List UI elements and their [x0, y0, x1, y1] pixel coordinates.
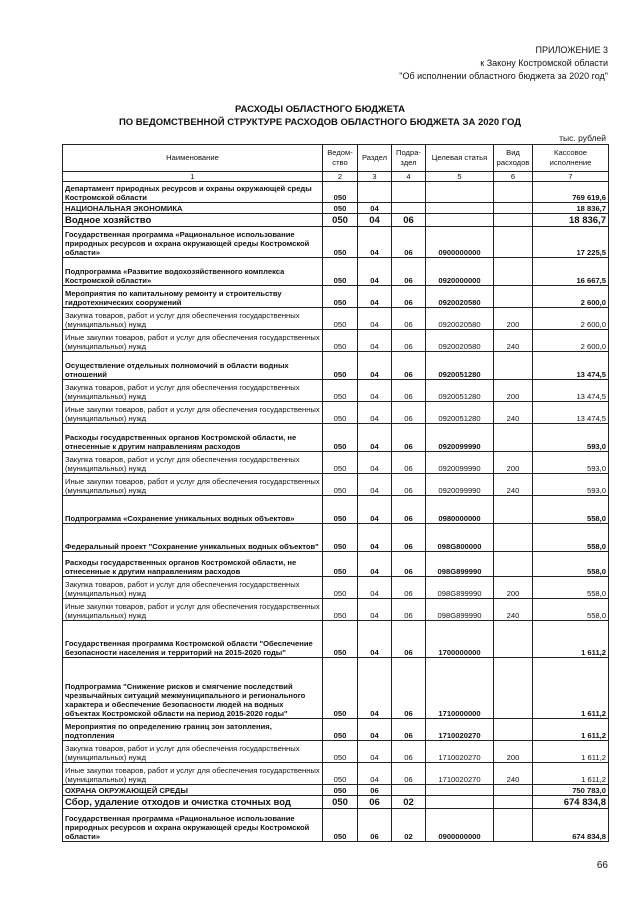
cell-podrazdel: 06	[392, 658, 426, 719]
cell-vid	[494, 286, 533, 308]
table-row	[63, 308, 609, 330]
cell-amount: 1 611,2	[533, 763, 609, 785]
cell-statya	[426, 182, 494, 203]
cell-vid	[494, 658, 533, 719]
cell-statya: 0900000000	[426, 809, 494, 842]
cell-statya: 0920051280	[426, 380, 494, 402]
cell-amount: 17 225,5	[533, 227, 609, 258]
cell-razdel: 06	[358, 809, 392, 842]
cell-name: НАЦИОНАЛЬНАЯ ЭКОНОМИКА	[63, 203, 323, 214]
cell-amount: 1 611,2	[533, 741, 609, 763]
cell-podrazdel: 06	[392, 524, 426, 552]
col-number: 2	[323, 172, 358, 182]
column-number-row	[63, 172, 609, 182]
cell-razdel: 04	[358, 452, 392, 474]
cell-vid	[494, 227, 533, 258]
cell-ved: 050	[323, 474, 358, 496]
cell-podrazdel: 02	[392, 809, 426, 842]
cell-amount: 1 611,2	[533, 621, 609, 658]
cell-razdel: 04	[358, 258, 392, 286]
cell-statya	[426, 785, 494, 796]
cell-vid	[494, 524, 533, 552]
cell-name: Закупка товаров, работ и услуг для обеспечения государственных (муниципальных) нужд	[63, 577, 323, 599]
cell-statya: 1710020270	[426, 741, 494, 763]
cell-name: Федеральный проект "Сохранение уникальных водных объектов"	[63, 524, 323, 552]
cell-vid	[494, 621, 533, 658]
cell-podrazdel: 06	[392, 424, 426, 452]
cell-statya: 0900000000	[426, 227, 494, 258]
cell-amount: 13 474,5	[533, 380, 609, 402]
cell-ved: 050	[323, 741, 358, 763]
cell-podrazdel: 06	[392, 741, 426, 763]
cell-statya: 0920099990	[426, 452, 494, 474]
cell-name: Закупка товаров, работ и услуг для обеспечения государственных (муниципальных) нужд	[63, 452, 323, 474]
cell-name: Подпрограмма «Сохранение уникальных водных объектов»	[63, 496, 323, 524]
cell-razdel: 04	[358, 330, 392, 352]
cell-statya: 098G899990	[426, 599, 494, 621]
cell-vid	[494, 496, 533, 524]
cell-razdel: 04	[358, 214, 392, 227]
col-number: 6	[494, 172, 533, 182]
cell-vid	[494, 182, 533, 203]
table-row	[63, 402, 609, 424]
cell-vid	[494, 258, 533, 286]
cell-amount: 13 474,5	[533, 402, 609, 424]
col-header-name: Наименование	[63, 145, 323, 172]
cell-ved: 050	[323, 658, 358, 719]
cell-vid: 200	[494, 577, 533, 599]
table-row	[63, 809, 609, 842]
cell-razdel: 04	[358, 741, 392, 763]
cell-name: Иные закупки товаров, работ и услуг для обеспечения государственных (муниципальных) нужд	[63, 763, 323, 785]
cell-amount: 593,0	[533, 452, 609, 474]
cell-name: Сбор, удаление отходов и очистка сточных вод	[63, 796, 323, 809]
cell-podrazdel: 06	[392, 380, 426, 402]
cell-ved: 050	[323, 308, 358, 330]
cell-ved: 050	[323, 496, 358, 524]
cell-ved: 050	[323, 809, 358, 842]
cell-amount: 558,0	[533, 524, 609, 552]
cell-vid: 200	[494, 452, 533, 474]
cell-name: Иные закупки товаров, работ и услуг для обеспечения государственных (муниципальных) нужд	[63, 599, 323, 621]
cell-amount: 769 619,6	[533, 182, 609, 203]
cell-name: Закупка товаров, работ и услуг для обеспечения государственных (муниципальных) нужд	[63, 380, 323, 402]
cell-statya	[426, 203, 494, 214]
page-number: 66	[596, 860, 608, 871]
col-number: 5	[426, 172, 494, 182]
cell-podrazdel: 06	[392, 352, 426, 380]
cell-razdel: 04	[358, 380, 392, 402]
expenditure-table	[62, 144, 609, 842]
title-line-1: РАСХОДЫ ОБЛАСТНОГО БЮДЖЕТА	[234, 104, 406, 115]
cell-ved: 050	[323, 227, 358, 258]
cell-amount: 593,0	[533, 424, 609, 452]
cell-vid	[494, 785, 533, 796]
table-row	[63, 474, 609, 496]
cell-amount: 558,0	[533, 496, 609, 524]
cell-podrazdel: 06	[392, 599, 426, 621]
table-row	[63, 741, 609, 763]
cell-vid: 240	[494, 402, 533, 424]
table-row	[63, 763, 609, 785]
cell-razdel: 04	[358, 352, 392, 380]
cell-razdel: 04	[358, 621, 392, 658]
table-row	[63, 552, 609, 577]
appendix-number: ПРИЛОЖЕНИЕ 3	[535, 45, 608, 55]
cell-podrazdel: 06	[392, 330, 426, 352]
cell-ved: 050	[323, 286, 358, 308]
table-row	[63, 496, 609, 524]
cell-statya: 1710020270	[426, 719, 494, 741]
cell-razdel: 04	[358, 474, 392, 496]
cell-name: Иные закупки товаров, работ и услуг для обеспечения государственных (муниципальных) нужд	[63, 402, 323, 424]
cell-vid	[494, 796, 533, 809]
cell-ved: 050	[323, 796, 358, 809]
table-row	[63, 796, 609, 809]
cell-vid	[494, 552, 533, 577]
table-header-row	[63, 145, 609, 172]
cell-statya: 0920051280	[426, 402, 494, 424]
col-number: 3	[358, 172, 392, 182]
cell-statya: 098G899990	[426, 577, 494, 599]
units-label: тыс. рублей	[559, 133, 606, 143]
cell-razdel: 04	[358, 658, 392, 719]
table-row	[63, 330, 609, 352]
cell-ved: 050	[323, 402, 358, 424]
table-row	[63, 719, 609, 741]
cell-name: Иные закупки товаров, работ и услуг для обеспечения государственных (муниципальных) нужд	[63, 330, 323, 352]
cell-razdel: 04	[358, 599, 392, 621]
cell-ved: 050	[323, 599, 358, 621]
cell-podrazdel	[392, 203, 426, 214]
cell-razdel: 04	[358, 496, 392, 524]
cell-vid	[494, 214, 533, 227]
cell-vid: 240	[494, 599, 533, 621]
cell-name: Государственная программа «Рациональное использование природных ресурсов и охрана окружающей среды Костромской области»	[63, 809, 323, 842]
col-header-podrazdel: Подра-здел	[392, 145, 426, 172]
cell-podrazdel: 06	[392, 286, 426, 308]
col-header-statya: Целевая статья	[426, 145, 494, 172]
cell-ved: 050	[323, 330, 358, 352]
cell-statya: 1700000000	[426, 621, 494, 658]
cell-vid: 200	[494, 741, 533, 763]
table-row	[63, 380, 609, 402]
cell-podrazdel: 06	[392, 308, 426, 330]
cell-amount: 2 600,0	[533, 330, 609, 352]
cell-statya: 0920020580	[426, 308, 494, 330]
cell-statya: 1710020270	[426, 763, 494, 785]
cell-name: Мероприятия по капитальному ремонту и строительству гидротехнических сооружений	[63, 286, 323, 308]
cell-vid: 200	[494, 380, 533, 402]
cell-name: Подпрограмма «Развитие водохозяйственного комплекса Костромской области»	[63, 258, 323, 286]
cell-ved: 050	[323, 621, 358, 658]
table-row	[63, 785, 609, 796]
cell-amount: 1 611,2	[533, 719, 609, 741]
cell-razdel: 04	[358, 763, 392, 785]
appendix-header	[399, 44, 608, 83]
title-line-2: ПО ВЕДОМСТВЕННОЙ СТРУКТУРЕ РАСХОДОВ ОБЛАСТНОГО БЮДЖЕТА ЗА 2020 ГОД	[118, 117, 522, 128]
table-row	[63, 524, 609, 552]
cell-razdel: 04	[358, 308, 392, 330]
cell-razdel: 06	[358, 796, 392, 809]
table-row	[63, 621, 609, 658]
cell-amount: 674 834,8	[533, 809, 609, 842]
cell-amount: 13 474,5	[533, 352, 609, 380]
cell-statya: 0920051280	[426, 352, 494, 380]
cell-amount: 674 834,8	[533, 796, 609, 809]
cell-podrazdel: 06	[392, 452, 426, 474]
cell-name: Подпрограмма "Снижение рисков и смягчение последствий чрезвычайных ситуаций межмуниципального и регионального характера и обеспечение безопасности людей на водных объектах Костромской области на период 2015-2020 годы"	[63, 658, 323, 719]
cell-name: Осуществление отдельных полномочий в области водных отношений	[63, 352, 323, 380]
table-row	[63, 286, 609, 308]
cell-name: Государственная программа Костромской области "Обеспечение безопасности населения и территорий на 2015-2020 годы"	[63, 621, 323, 658]
cell-ved: 050	[323, 424, 358, 452]
cell-name: ОХРАНА ОКРУЖАЮЩЕЙ СРЕДЫ	[63, 785, 323, 796]
cell-statya: 1710000000	[426, 658, 494, 719]
col-header-ved: Ведом-ство	[323, 145, 358, 172]
cell-name: Государственная программа «Рациональное использование природных ресурсов и охрана окружающей среды Костромской области»	[63, 227, 323, 258]
cell-amount: 16 667,5	[533, 258, 609, 286]
cell-name: Департамент природных ресурсов и охраны окружающей среды Костромской области	[63, 182, 323, 203]
cell-statya: 0920020580	[426, 330, 494, 352]
cell-razdel: 06	[358, 785, 392, 796]
cell-podrazdel: 02	[392, 796, 426, 809]
cell-amount: 2 600,0	[533, 308, 609, 330]
cell-statya: 0920099990	[426, 424, 494, 452]
cell-vid	[494, 352, 533, 380]
cell-amount: 558,0	[533, 577, 609, 599]
table-row	[63, 658, 609, 719]
cell-name: Водное хозяйство	[63, 214, 323, 227]
table-row	[63, 214, 609, 227]
cell-amount: 18 836,7	[533, 214, 609, 227]
cell-razdel	[358, 182, 392, 203]
cell-razdel: 04	[358, 227, 392, 258]
cell-podrazdel: 06	[392, 496, 426, 524]
cell-vid: 240	[494, 763, 533, 785]
cell-name: Закупка товаров, работ и услуг для обеспечения государственных (муниципальных) нужд	[63, 741, 323, 763]
cell-vid: 200	[494, 308, 533, 330]
table-row	[63, 452, 609, 474]
cell-name: Закупка товаров, работ и услуг для обеспечения государственных (муниципальных) нужд	[63, 308, 323, 330]
cell-podrazdel	[392, 785, 426, 796]
cell-podrazdel: 06	[392, 214, 426, 227]
cell-ved: 050	[323, 552, 358, 577]
col-number: 7	[533, 172, 609, 182]
cell-statya: 0920020580	[426, 286, 494, 308]
cell-name: Расходы государственных органов Костромской области, не отнесенные к другим направлениям расходов	[63, 424, 323, 452]
cell-statya: 0920099990	[426, 474, 494, 496]
col-header-razdel: Раздел	[358, 145, 392, 172]
cell-podrazdel: 06	[392, 227, 426, 258]
cell-razdel: 04	[358, 424, 392, 452]
cell-amount: 593,0	[533, 474, 609, 496]
cell-ved: 050	[323, 203, 358, 214]
cell-podrazdel: 06	[392, 763, 426, 785]
cell-vid: 240	[494, 474, 533, 496]
cell-statya: 098G800000	[426, 524, 494, 552]
table-row	[63, 203, 609, 214]
cell-podrazdel: 06	[392, 621, 426, 658]
cell-amount: 558,0	[533, 599, 609, 621]
cell-podrazdel: 06	[392, 719, 426, 741]
table-row	[63, 577, 609, 599]
cell-ved: 050	[323, 352, 358, 380]
cell-statya	[426, 214, 494, 227]
cell-vid	[494, 809, 533, 842]
cell-podrazdel: 06	[392, 402, 426, 424]
cell-ved: 050	[323, 763, 358, 785]
appendix-law: к Закону Костромской области	[480, 58, 608, 68]
cell-podrazdel: 06	[392, 474, 426, 496]
col-header-vid: Вид расходов	[494, 145, 533, 172]
cell-statya	[426, 796, 494, 809]
col-number: 4	[392, 172, 426, 182]
cell-amount: 1 611,2	[533, 658, 609, 719]
table-body	[63, 182, 609, 842]
cell-podrazdel: 06	[392, 258, 426, 286]
cell-statya: 0920000000	[426, 258, 494, 286]
cell-razdel: 04	[358, 577, 392, 599]
cell-name: Иные закупки товаров, работ и услуг для обеспечения государственных (муниципальных) нужд	[63, 474, 323, 496]
table-row	[63, 258, 609, 286]
cell-ved: 050	[323, 258, 358, 286]
cell-podrazdel: 06	[392, 577, 426, 599]
cell-razdel: 04	[358, 402, 392, 424]
cell-amount: 558,0	[533, 552, 609, 577]
cell-podrazdel	[392, 182, 426, 203]
cell-ved: 050	[323, 182, 358, 203]
table-row	[63, 227, 609, 258]
cell-razdel: 04	[358, 286, 392, 308]
cell-name: Мероприятия по определению границ зон затопления, подтопления	[63, 719, 323, 741]
cell-vid	[494, 424, 533, 452]
cell-vid: 240	[494, 330, 533, 352]
cell-amount: 2 600,0	[533, 286, 609, 308]
cell-statya: 098G899990	[426, 552, 494, 577]
cell-razdel: 04	[358, 524, 392, 552]
cell-vid	[494, 203, 533, 214]
cell-amount: 750 783,0	[533, 785, 609, 796]
cell-razdel: 04	[358, 552, 392, 577]
cell-razdel: 04	[358, 719, 392, 741]
cell-razdel: 04	[358, 203, 392, 214]
cell-amount: 18 836,7	[533, 203, 609, 214]
cell-ved: 050	[323, 380, 358, 402]
document-title	[0, 103, 640, 129]
cell-ved: 050	[323, 214, 358, 227]
cell-ved: 050	[323, 524, 358, 552]
table-row	[63, 352, 609, 380]
cell-ved: 050	[323, 719, 358, 741]
cell-vid	[494, 719, 533, 741]
cell-ved: 050	[323, 577, 358, 599]
table-row	[63, 424, 609, 452]
cell-ved: 050	[323, 452, 358, 474]
cell-ved: 050	[323, 785, 358, 796]
cell-podrazdel: 06	[392, 552, 426, 577]
col-number: 1	[63, 172, 323, 182]
table-row	[63, 599, 609, 621]
appendix-law-title: "Об исполнении областного бюджета за 2020 год"	[399, 71, 608, 81]
col-header-amount: Кассовое исполнение	[533, 145, 609, 172]
table-row	[63, 182, 609, 203]
cell-statya: 0980000000	[426, 496, 494, 524]
cell-name: Расходы государственных органов Костромской области, не отнесенные к другим направлениям расходов	[63, 552, 323, 577]
